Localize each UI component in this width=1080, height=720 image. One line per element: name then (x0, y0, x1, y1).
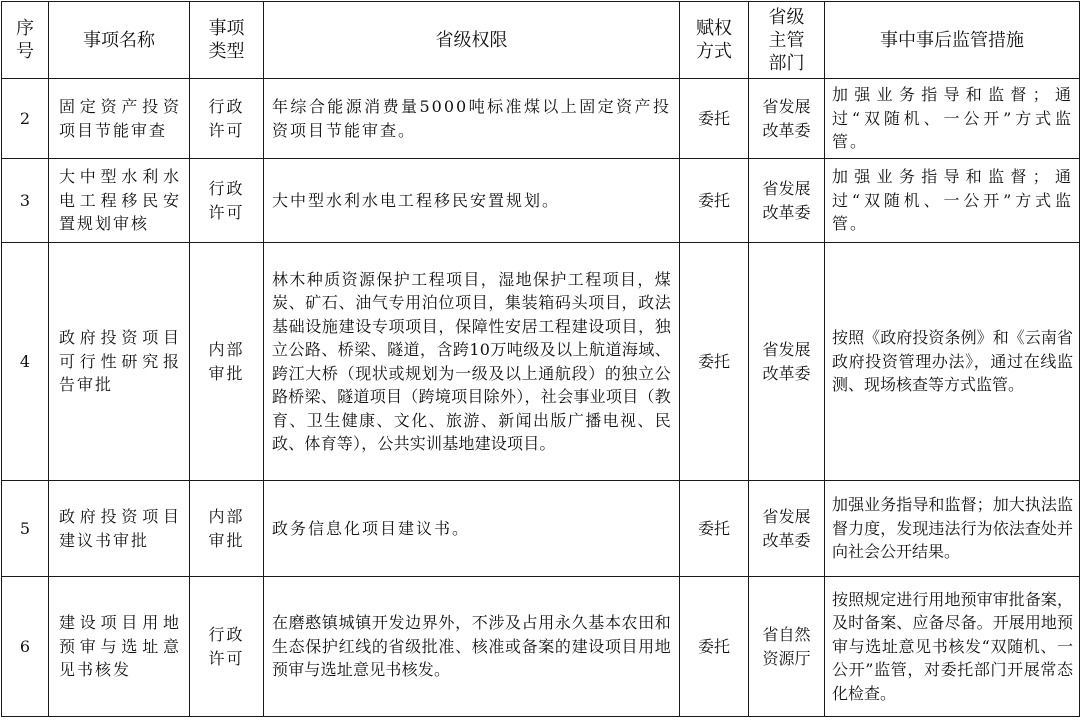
row-dept: 省自然资源厅 (749, 577, 825, 717)
table-row (2, 243, 1080, 481)
row-dept: 省发展改革委 (749, 79, 825, 159)
row-dept: 省发展改革委 (749, 481, 825, 577)
row-no: 5 (2, 481, 49, 577)
row-authority: 政务信息化项目建议书。 (264, 481, 680, 577)
row-supervision: 加强业务指导和监督；加大执法监督力度，发现违法行为依法查处并向社会公开结果。 (825, 481, 1080, 577)
header-dept: 省级主管部门 (749, 2, 825, 79)
row-type: 行政许可 (190, 577, 264, 717)
table-row (2, 79, 1080, 159)
row-type: 行政许可 (190, 159, 264, 243)
row-authority: 大中型水利水电工程移民安置规划。 (264, 159, 680, 243)
row-mode: 委托 (680, 481, 749, 577)
row-name: 政府投资项目建议书审批 (49, 481, 190, 577)
row-mode: 委托 (680, 577, 749, 717)
header-row (2, 2, 1080, 79)
row-mode: 委托 (680, 243, 749, 481)
table-row (2, 577, 1080, 717)
row-mode: 委托 (680, 79, 749, 159)
table-row (2, 159, 1080, 243)
row-name: 固定资产投资项目节能审查 (49, 79, 190, 159)
row-authority: 在磨憨镇城镇开发边界外，不涉及占用永久基本农田和生态保护红线的省级批准、核准或备案的建设项目用地预审与选址意见书核发。 (264, 577, 680, 717)
row-type: 内部审批 (190, 243, 264, 481)
table-row (2, 481, 1080, 577)
row-supervision: 加强业务指导和监督；通过“双随机、一公开”方式监管。 (825, 79, 1080, 159)
row-authority: 年综合能源消费量5000吨标准煤以上固定资产投资项目节能审查。 (264, 79, 680, 159)
row-name: 大中型水利水电工程移民安置规划审核 (49, 159, 190, 243)
row-no: 4 (2, 243, 49, 481)
row-type: 行政许可 (190, 79, 264, 159)
row-mode: 委托 (680, 159, 749, 243)
row-authority: 林木种质资源保护工程项目，湿地保护工程项目，煤炭、矿石、油气专用泊位项目，集装箱码头项目，政法基础设施建设专项项目，保障性安居工程建设项目，独立公路、桥梁、隧道，含跨10万吨级及以上航道海域、跨江大桥（现状或规划为一级及以上通航段）的独立公路桥梁、隧道项目（跨境项目除外），社会事业项目（教育、卫生健康、文化、旅游、新闻出版广播电视、民政、体育等），公共实训基地建设项目。 (264, 243, 680, 481)
row-supervision: 加强业务指导和监督；通过“双随机、一公开”方式监管。 (825, 159, 1080, 243)
header-supervision: 事中事后监管措施 (825, 2, 1080, 79)
header-authority: 省级权限 (264, 2, 680, 79)
header-type: 事项类型 (190, 2, 264, 79)
row-name: 建设项目用地预审与选址意见书核发 (49, 577, 190, 717)
row-type: 内部审批 (190, 481, 264, 577)
header-name: 事项名称 (49, 2, 190, 79)
row-dept: 省发展改革委 (749, 159, 825, 243)
authority-table (1, 1, 1080, 717)
row-supervision: 按照《政府投资条例》和《云南省政府投资管理办法》，通过在线监测、现场核查等方式监管。 (825, 243, 1080, 481)
row-no: 6 (2, 577, 49, 717)
row-dept: 省发展改革委 (749, 243, 825, 481)
row-no: 2 (2, 79, 49, 159)
header-mode: 赋权方式 (680, 2, 749, 79)
row-name: 政府投资项目可行性研究报告审批 (49, 243, 190, 481)
row-supervision: 按照规定进行用地预审审批备案，及时备案、应备尽备。开展用地预审与选址意见书核发“双随机、一公开”监管，对委托部门开展常态化检查。 (825, 577, 1080, 717)
header-no: 序号 (2, 2, 49, 79)
row-no: 3 (2, 159, 49, 243)
